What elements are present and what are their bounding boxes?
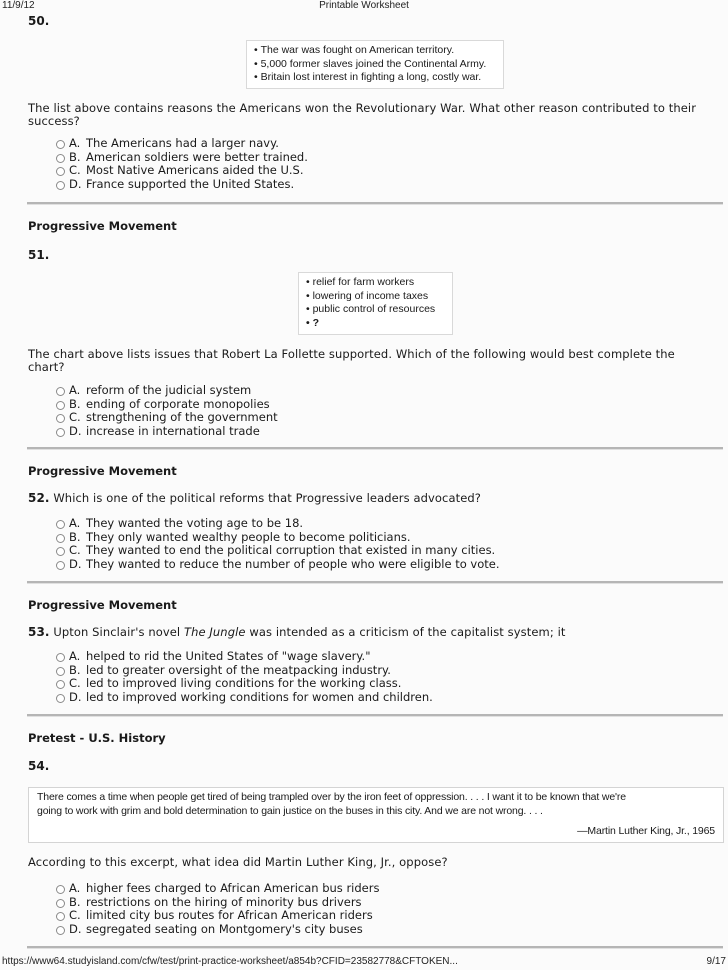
radio-button[interactable]	[56, 534, 65, 543]
choice-c[interactable]: C. strengthening of the government	[56, 411, 278, 425]
divider	[27, 202, 723, 205]
radio-button[interactable]	[56, 926, 65, 935]
radio-button[interactable]	[56, 885, 65, 894]
radio-button[interactable]	[56, 181, 65, 190]
book-title: The Jungle	[183, 625, 246, 639]
radio-button[interactable]	[56, 428, 65, 437]
issues-chart-box	[298, 272, 453, 335]
choice-b[interactable]: B. restrictions on the hiring of minority bus drivers	[56, 896, 379, 910]
radio-button[interactable]	[56, 899, 65, 908]
page-number: 9/17	[706, 956, 726, 967]
choice-d[interactable]: D. increase in international trade	[56, 425, 278, 439]
divider	[27, 714, 723, 717]
answer-choices	[56, 517, 500, 571]
quote-text: going to work with grim and bold determination to gain justice on the buses in this city. And we are not wrong. . . .	[37, 805, 543, 817]
question-prompt: The chart above lists issues that Robert La Follette supported. Which of the following would best complete the chart?	[28, 347, 675, 374]
radio-button[interactable]	[56, 561, 65, 570]
radio-button[interactable]	[56, 387, 65, 396]
question-prompt: The list above contains reasons the Americans won the Revolutionary War. What other reason contributed to their success?	[28, 101, 697, 128]
choice-b[interactable]: B. ending of corporate monopolies	[56, 398, 278, 412]
choice-c[interactable]: C. Most Native Americans aided the U.S.	[56, 164, 308, 178]
choice-b[interactable]: B. American soldiers were better trained.	[56, 151, 308, 165]
section-title: Pretest - U.S. History	[28, 731, 166, 745]
radio-button[interactable]	[56, 140, 65, 149]
divider	[27, 946, 723, 949]
divider	[27, 447, 723, 450]
question-prompt: 52. Which is one of the political reforms that Progressive leaders advocated?	[28, 491, 482, 505]
radio-button[interactable]	[56, 667, 65, 676]
radio-button[interactable]	[56, 167, 65, 176]
radio-button[interactable]	[56, 694, 65, 703]
print-date: 11/9/12	[2, 0, 35, 11]
answer-choices	[56, 384, 278, 438]
radio-button[interactable]	[56, 547, 65, 556]
question-number: 53.	[28, 625, 50, 639]
answer-choices	[56, 137, 308, 191]
choice-a[interactable]: A. The Americans had a larger navy.	[56, 137, 308, 151]
radio-button[interactable]	[56, 912, 65, 921]
choice-a[interactable]: A. higher fees charged to African American bus riders	[56, 882, 379, 896]
radio-button[interactable]	[56, 520, 65, 529]
choice-c[interactable]: C. led to improved living conditions for the working class.	[56, 677, 433, 691]
question-number: 51.	[28, 248, 50, 262]
choice-c[interactable]: C. They wanted to end the political corruption that existed in many cities.	[56, 544, 500, 558]
choice-b[interactable]: B. They only wanted wealthy people to become politicians.	[56, 531, 500, 545]
section-title: Progressive Movement	[28, 598, 177, 612]
choice-d[interactable]: D. segregated seating on Montgomery's city buses	[56, 923, 379, 937]
question-prompt: 53. Upton Sinclair's novel The Jungle was intended as a criticism of the capitalist system; it	[28, 625, 566, 639]
list-item: • relief for farm workers	[306, 276, 445, 290]
question-number: 52.	[28, 491, 50, 505]
reasons-list-box	[246, 40, 504, 89]
list-item: • 5,000 former slaves joined the Continental Army.	[254, 58, 496, 72]
question-prompt: According to this excerpt, what idea did Martin Luther King, Jr., oppose?	[28, 855, 448, 869]
page-url: https://www64.studyisland.com/cfw/test/print-practice-worksheet/a854b?CFID=23582778&CFTOKEN...	[2, 956, 458, 967]
divider	[27, 581, 723, 584]
page-header	[0, 0, 728, 14]
quote-text: There comes a time when people get tired of being trampled over by the iron feet of oppression. . . . I want it to be known that we're	[37, 791, 626, 803]
section-title: Progressive Movement	[28, 219, 177, 233]
radio-button[interactable]	[56, 653, 65, 662]
choice-a[interactable]: A. They wanted the voting age to be 18.	[56, 517, 500, 531]
choice-b[interactable]: B. led to greater oversight of the meatpacking industry.	[56, 664, 433, 678]
section-title: Progressive Movement	[28, 464, 177, 478]
question-number: 54.	[28, 759, 50, 773]
radio-button[interactable]	[56, 401, 65, 410]
choice-a[interactable]: A. helped to rid the United States of "wage slavery."	[56, 650, 433, 664]
quote-attribution: —Martin Luther King, Jr., 1965	[577, 825, 715, 837]
choice-a[interactable]: A. reform of the judicial system	[56, 384, 278, 398]
list-item: • ?	[306, 317, 445, 331]
page-title: Printable Worksheet	[319, 0, 409, 11]
list-item: • The war was fought on American territory.	[254, 44, 496, 58]
choice-d[interactable]: D. They wanted to reduce the number of people who were eligible to vote.	[56, 558, 500, 572]
quote-box	[28, 787, 724, 843]
answer-choices	[56, 882, 379, 936]
answer-choices	[56, 650, 433, 704]
choice-d[interactable]: D. led to improved working conditions for women and children.	[56, 691, 433, 705]
radio-button[interactable]	[56, 680, 65, 689]
list-item: • public control of resources	[306, 303, 445, 317]
radio-button[interactable]	[56, 154, 65, 163]
choice-d[interactable]: D. France supported the United States.	[56, 178, 308, 192]
radio-button[interactable]	[56, 414, 65, 423]
list-item: • Britain lost interest in fighting a long, costly war.	[254, 71, 496, 85]
choice-c[interactable]: C. limited city bus routes for African American riders	[56, 909, 379, 923]
question-number: 50.	[28, 14, 50, 28]
list-item: • lowering of income taxes	[306, 290, 445, 304]
